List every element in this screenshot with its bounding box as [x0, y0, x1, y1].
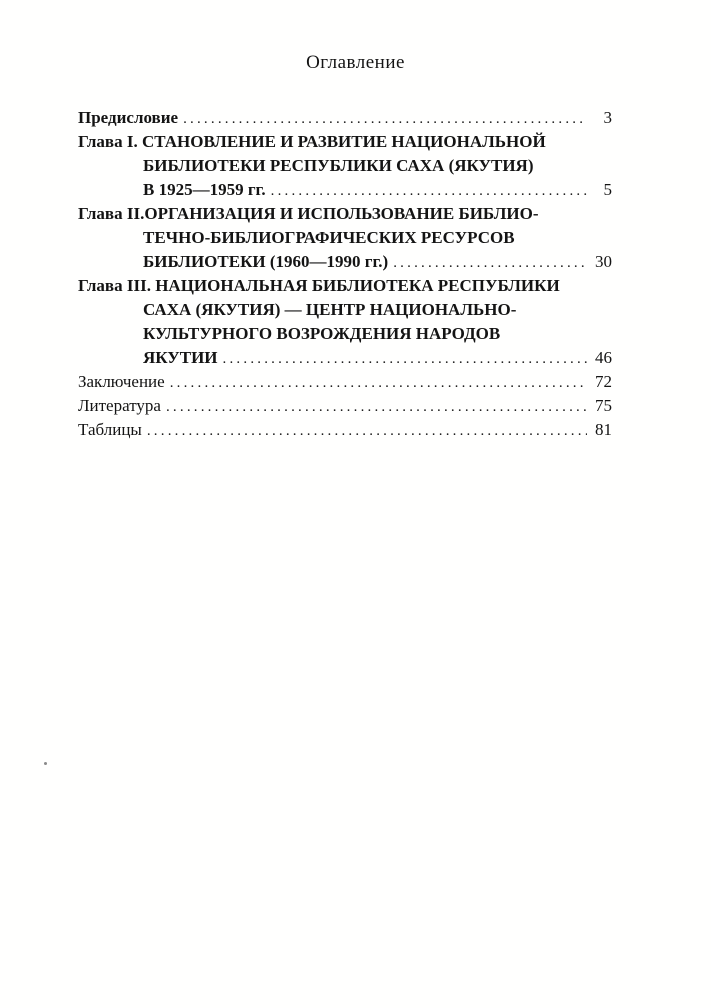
toc-entry-text: Заключение [78, 372, 165, 391]
scan-artifact [44, 762, 47, 765]
toc-entry-tables [78, 418, 612, 442]
toc-entry-text: Глава I. СТАНОВЛЕНИЕ И РАЗВИТИЕ НАЦИОНАЛЬНОЙ [78, 132, 546, 151]
toc-entry-chapter3-line4 [78, 346, 612, 370]
toc-entry-text: ТЕЧНО-БИБЛИОГРАФИЧЕСКИХ РЕСУРСОВ [143, 228, 515, 247]
dot-leader [393, 251, 587, 275]
toc-list [78, 106, 612, 442]
dot-leader [166, 395, 587, 419]
page-title: Оглавление [306, 52, 405, 73]
toc-entry-text: Глава II.ОРГАНИЗАЦИЯ И ИСПОЛЬЗОВАНИЕ БИБЛИО- [78, 204, 539, 223]
toc-page-number: 81 [595, 420, 612, 439]
toc-page-number: 46 [595, 348, 612, 367]
toc-page-number: 5 [603, 180, 612, 199]
toc-entry-text: Литература [78, 396, 161, 415]
toc-entry-text: Глава III. НАЦИОНАЛЬНАЯ БИБЛИОТЕКА РЕСПУБЛИКИ [78, 276, 560, 295]
dot-leader [147, 419, 587, 443]
toc-page-number: 30 [595, 252, 612, 271]
toc-entry-text: ЯКУТИИ [143, 348, 218, 367]
toc-entry-chapter1-line2 [78, 154, 612, 178]
toc-entry-text: САХА (ЯКУТИЯ) — ЦЕНТР НАЦИОНАЛЬНО- [143, 300, 517, 319]
toc-entry-text: Таблицы [78, 420, 142, 439]
dot-leader [271, 179, 587, 203]
toc-entry-chapter3-line1 [78, 274, 612, 298]
toc-entry-chapter2-line3 [78, 250, 612, 274]
toc-entry-chapter1-line1 [78, 130, 612, 154]
toc-entry-text: БИБЛИОТЕКИ (1960—1990 гг.) [143, 252, 389, 271]
toc-entry-text: В 1925—1959 гг. [143, 180, 266, 199]
toc-entry-text: БИБЛИОТЕКИ РЕСПУБЛИКИ САХА (ЯКУТИЯ) [143, 156, 534, 175]
toc-page-number: 75 [595, 396, 612, 415]
toc-entry-chapter3-line2 [78, 298, 612, 322]
toc-entry-chapter1-line3 [78, 178, 612, 202]
toc-entry-literature [78, 394, 612, 418]
toc-entry-preface [78, 106, 612, 130]
toc-entry-text: КУЛЬТУРНОГО ВОЗРОЖДЕНИЯ НАРОДОВ [143, 324, 501, 343]
toc-entry-chapter3-line3 [78, 322, 612, 346]
dot-leader [170, 371, 587, 395]
toc-entry-chapter2-line2 [78, 226, 612, 250]
toc-page-number: 3 [603, 108, 612, 127]
toc-page-number: 72 [595, 372, 612, 391]
dot-leader [223, 347, 587, 371]
toc-entry-chapter2-line1 [78, 202, 612, 226]
toc-entry-conclusion [78, 370, 612, 394]
toc-entry-text: Предисловие [78, 108, 179, 127]
dot-leader [183, 107, 587, 131]
